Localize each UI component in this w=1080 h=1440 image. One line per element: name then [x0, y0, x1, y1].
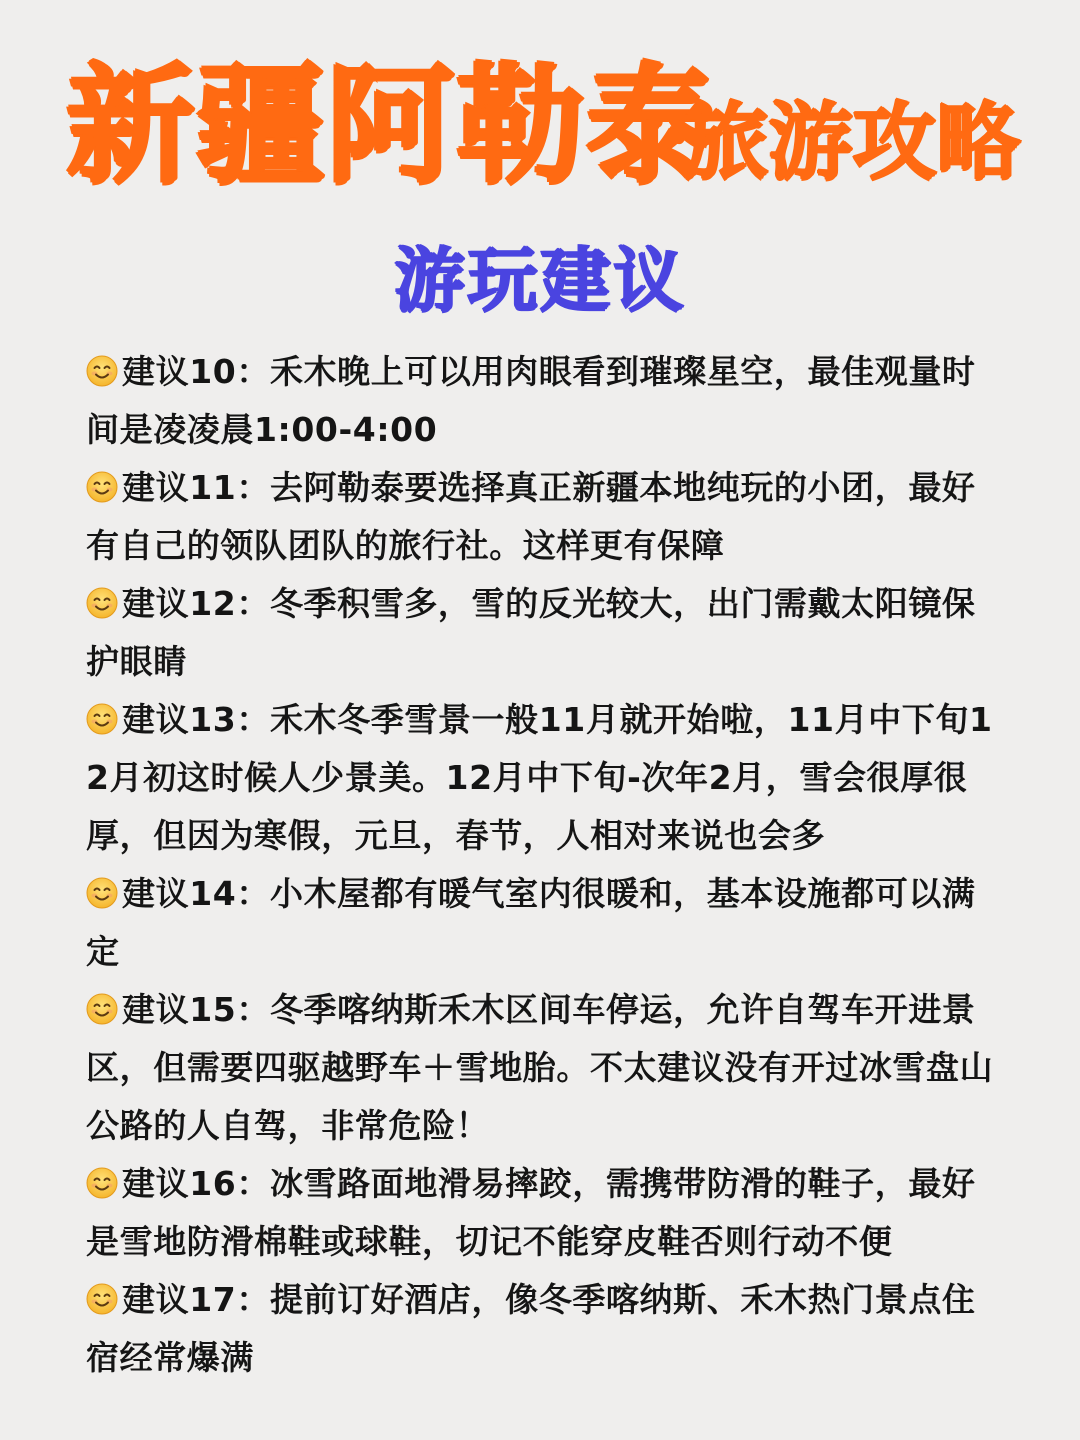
tip-text: 冬季积雪多，雪的反光较大，出门需戴太阳镜保护眼睛 [86, 584, 976, 681]
section-title: 游玩建议 [394, 239, 686, 321]
tip-label: 建议14： [122, 874, 270, 913]
tip-text: 冬季喀纳斯禾木区间车停运，允许自驾车开进景区，但需要四驱越野车＋雪地胎。不太建议没有开过冰雪盘山公路的人自驾，非常危险！ [86, 990, 994, 1145]
tip-label: 建议17： [122, 1280, 270, 1319]
tip-item [86, 865, 998, 981]
tip-item [86, 343, 998, 459]
tip-label: 建议10： [122, 352, 270, 391]
smile-icon [86, 1275, 118, 1307]
tip-item [86, 1155, 998, 1271]
tip-item [86, 459, 998, 575]
smile-icon [86, 347, 118, 379]
smile-icon [86, 463, 118, 495]
smile-icon [86, 985, 118, 1017]
tip-text: 去阿勒泰要选择真正新疆本地纯玩的小团，最好有自己的领队团队的旅行社。这样更有保障 [86, 468, 976, 565]
tip-label: 建议16： [122, 1164, 270, 1203]
smile-icon [86, 579, 118, 611]
tip-label: 建议13： [122, 700, 270, 739]
tip-text: 小木屋都有暖气室内很暖和，基本设施都可以满定 [86, 874, 976, 971]
page-subtitle: 旅游攻略 [684, 93, 1021, 191]
tip-item [86, 575, 998, 691]
tip-label: 建议12： [122, 584, 270, 623]
tip-item [86, 981, 998, 1155]
tip-text: 提前订好酒店，像冬季喀纳斯、禾木热门景点住宿经常爆满 [86, 1280, 976, 1377]
smile-icon [86, 695, 118, 727]
tip-text: 冰雪路面地滑易摔跤，需携带防滑的鞋子，最好是雪地防滑棉鞋或球鞋，切记不能穿皮鞋否则行动不便 [86, 1164, 976, 1261]
title-banner [0, 52, 1080, 202]
tip-item [86, 691, 998, 865]
tip-item [86, 1271, 998, 1387]
tip-text: 禾木冬季雪景一般11月就开始啦，11月中下旬12月初这时候人少景美。12月中下旬-次年2月，雪会很厚很厚，但因为寒假，元旦，春节，人相对来说也会多 [86, 700, 993, 855]
smile-icon [86, 869, 118, 901]
smile-icon [86, 1159, 118, 1191]
tip-text: 禾木晚上可以用肉眼看到璀璨星空，最佳观量时间是凌凌晨1:00-4:00 [86, 352, 976, 449]
tip-label: 建议11： [122, 468, 270, 507]
page-title: 新疆阿勒泰 [66, 52, 717, 201]
tips-list [86, 343, 998, 1387]
tip-label: 建议15： [122, 990, 270, 1029]
